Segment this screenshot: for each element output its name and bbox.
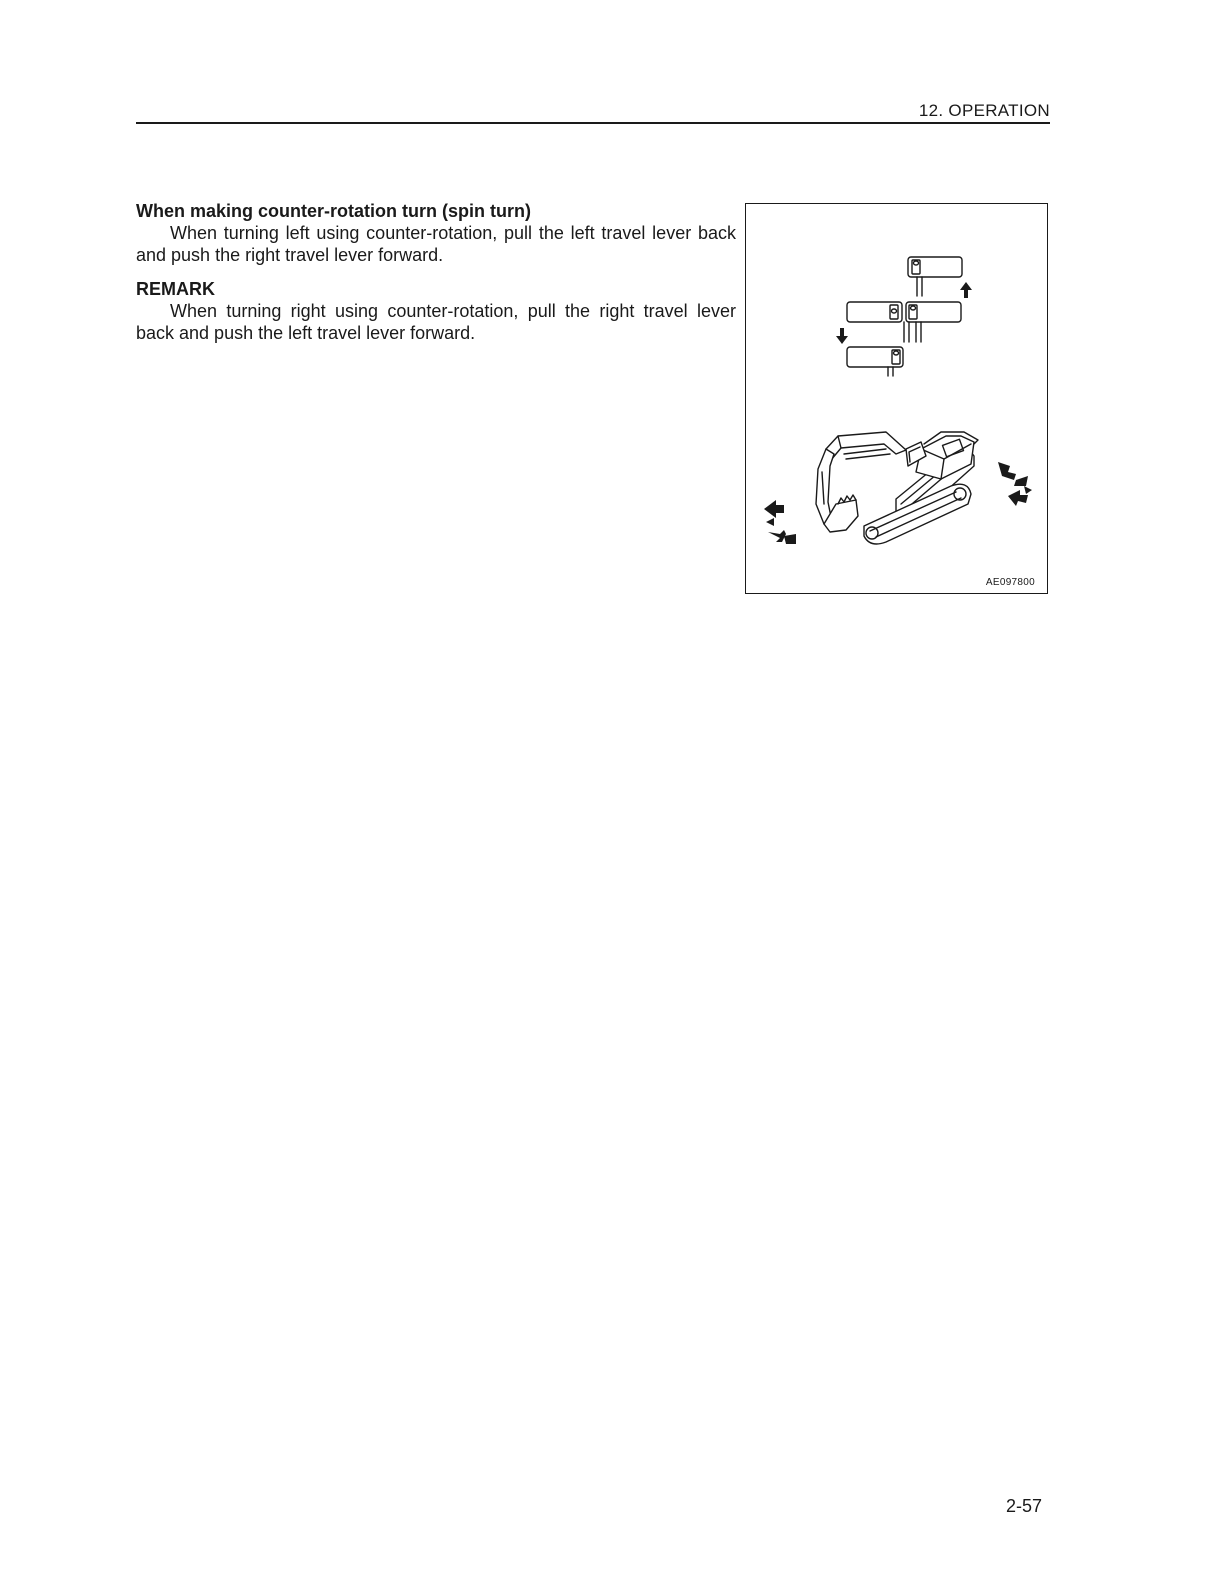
rotation-arrows-left-icon [764, 500, 796, 544]
section-title: 12. OPERATION [918, 101, 1050, 120]
header-rule [136, 122, 1050, 124]
main-text [136, 200, 736, 344]
page-number: 2-57 [1005, 1496, 1042, 1516]
rotation-arrows-right-icon [998, 462, 1032, 506]
figure-code: AE097800 [985, 577, 1035, 588]
remark-heading: REMARK [136, 279, 215, 299]
lever-left [847, 302, 902, 322]
remark-text: When turning right using counter-rotation, pull the right travel lever back and push the left travel lever forward. [136, 301, 736, 343]
arrow-down-icon [836, 328, 848, 344]
heading: When making counter-rotation turn (spin turn) [136, 201, 531, 221]
excavator [816, 432, 978, 544]
lever-bottom [847, 347, 903, 376]
paragraph: When turning left using counter-rotation, pull the left travel lever back and push the right travel lever forward. [136, 223, 736, 265]
lever-right [906, 302, 961, 322]
arrow-up-icon [960, 282, 972, 298]
excavator-illustration [746, 204, 1046, 592]
lever-top [908, 257, 962, 296]
figure-box [745, 203, 1048, 594]
